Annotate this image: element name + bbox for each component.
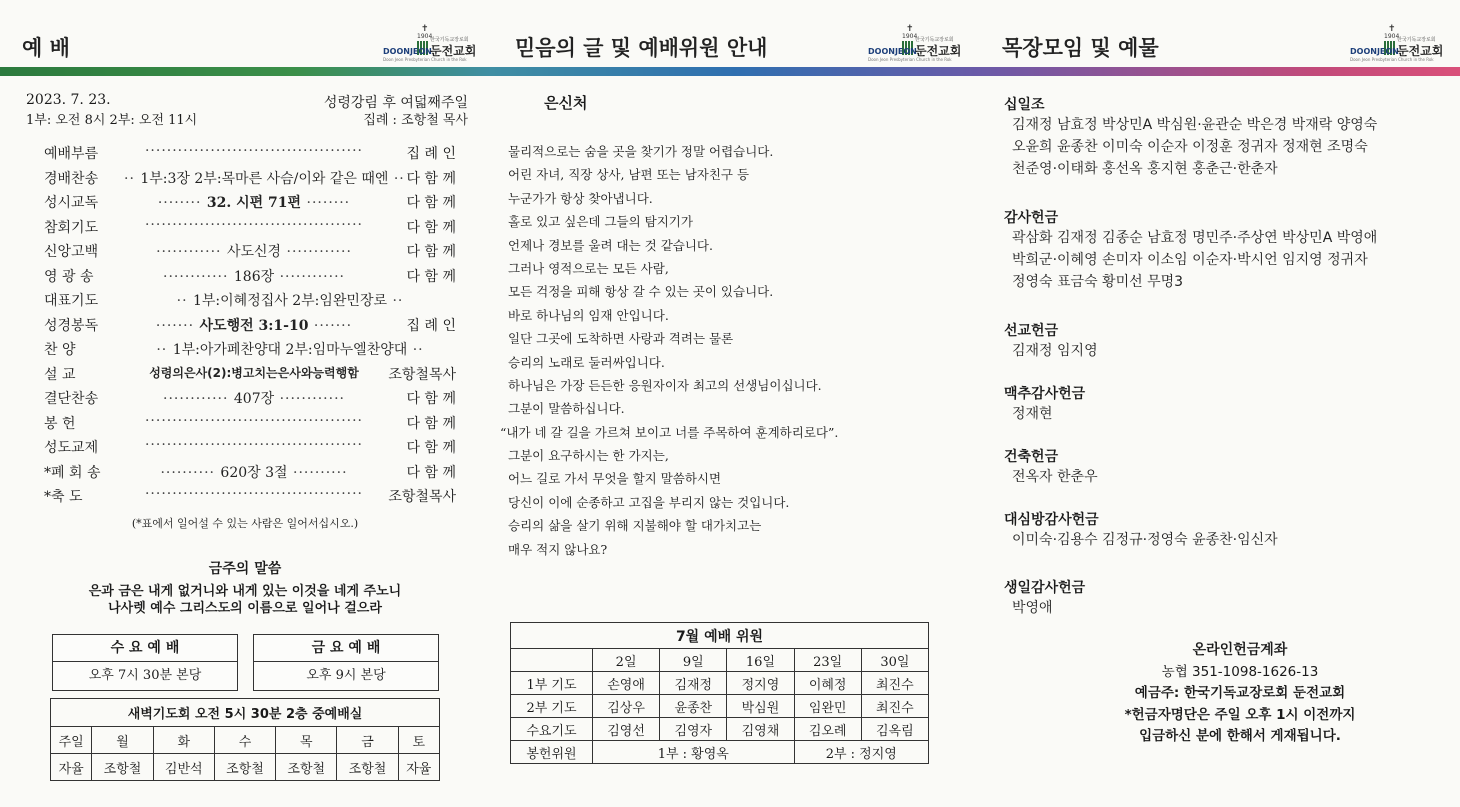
devotional-line: 어린 자녀, 직장 상사, 남편 또는 남자친구 등 bbox=[508, 167, 750, 183]
duty-date: 2일 bbox=[593, 649, 660, 672]
order-detail: ········································ bbox=[144, 412, 363, 429]
order-responsible: 다 함 께 bbox=[406, 195, 456, 211]
devotional-line: 바로 하나님의 임재 안입니다. bbox=[508, 307, 669, 323]
offering-section bbox=[1004, 320, 1444, 362]
dawn-day: 수 bbox=[214, 727, 275, 754]
offering-names: 박희군·이혜영 손미자 이소임 이순자·박시언 임지영 정귀자 bbox=[1012, 252, 1368, 268]
order-row bbox=[44, 290, 456, 315]
order-of-worship bbox=[44, 143, 456, 511]
duty-name: 김오례 bbox=[794, 718, 861, 741]
stand-note: (*표에서 일어설 수 있는 사람은 일어서십시오.) bbox=[131, 517, 359, 530]
order-detail: ·· 1부:아가페찬양대 2부:임마누엘찬양대 ·· bbox=[156, 342, 424, 358]
dawn-leader: 조항철 bbox=[214, 754, 275, 781]
service-times: 1부: 오전 8시 2부: 오전 11시 bbox=[26, 113, 198, 128]
order-responsible: 다 함 께 bbox=[406, 268, 456, 285]
offering-duty-row bbox=[511, 741, 929, 764]
order-row bbox=[44, 413, 456, 438]
duty-date: 16일 bbox=[727, 649, 794, 672]
dawn-leader: 자율 bbox=[51, 754, 92, 781]
order-responsible: 집 례 인 bbox=[406, 317, 456, 334]
dawn-leader: 조항철 bbox=[337, 754, 398, 781]
order-responsible: 다 함 께 bbox=[406, 391, 456, 407]
offering-section bbox=[1004, 94, 1444, 180]
order-responsible: 다 함 께 bbox=[406, 170, 456, 187]
offering-section bbox=[1004, 509, 1444, 551]
offering-header bbox=[980, 24, 1460, 70]
duty-role: 1부 기도 bbox=[511, 672, 593, 695]
duty-name: 김영채 bbox=[727, 718, 794, 741]
offering-names: 김재정 임지영 bbox=[1012, 343, 1098, 359]
devotional-line: 매우 적지 않나요? bbox=[508, 541, 608, 557]
duty-role: 봉헌위원 bbox=[511, 741, 593, 764]
order-label: 설 교 bbox=[44, 366, 76, 383]
duty-name: 손영애 bbox=[593, 672, 660, 695]
order-label: *폐 회 송 bbox=[44, 464, 101, 481]
devotional-line: 일단 그곳에 도착하면 사랑과 격려는 물론 bbox=[508, 331, 734, 347]
service-date: 2023. 7. 23. bbox=[26, 92, 111, 108]
offering-names: 곽삼화 김재정 김종순 남효정 명민주·주상연 박상민A 박영애 bbox=[1012, 230, 1378, 246]
verse-title: 금주의 말씀 bbox=[208, 561, 282, 577]
devotional-line: 그분이 말씀하십니다. bbox=[508, 401, 625, 417]
weekly-verse: 은과 금은 내게 없거니와 내게 있는 이것을 네게 주노니 나사렛 예수 그리스도의 이름으로 일어나 걸으라 bbox=[88, 584, 402, 616]
offering-section bbox=[1004, 577, 1444, 619]
devotional-header bbox=[490, 24, 980, 70]
order-label: 찬 양 bbox=[44, 342, 76, 358]
duty-roster-table bbox=[510, 622, 929, 764]
order-row bbox=[44, 266, 456, 291]
order-label: 신앙고백 bbox=[44, 244, 99, 260]
offering-names: 이미숙·김용수 김정규·정영숙 윤종찬·임신자 bbox=[1012, 532, 1278, 548]
order-label: 영 광 송 bbox=[44, 268, 94, 285]
duty-role: 2부 기도 bbox=[511, 695, 593, 718]
devotional-line: 당신이 이에 순종하고 고집을 부리지 않는 것입니다. bbox=[508, 494, 790, 510]
duty-name: 박심원 bbox=[727, 695, 794, 718]
duty-name: 이혜정 bbox=[794, 672, 861, 695]
duty-name: 김상우 bbox=[593, 695, 660, 718]
offering-heading: 생일감사헌금 bbox=[1004, 580, 1086, 596]
offering-names: 박영애 bbox=[1012, 600, 1053, 616]
order-responsible: 조항철목사 bbox=[388, 366, 456, 383]
order-label: 경배찬송 bbox=[44, 170, 99, 187]
cross-icon: ✝ bbox=[421, 24, 429, 34]
devotional-line: 그분이 요구하시는 한 가지는, bbox=[508, 448, 669, 464]
wednesday-service-box: 수 요 예 배 오후 7시 30분 본당 bbox=[52, 634, 238, 691]
worship-title: 예 배 bbox=[22, 36, 70, 60]
dawn-leader: 조항철 bbox=[276, 754, 337, 781]
devotional-line: 누군가가 항상 찾아냅니다. bbox=[508, 190, 653, 206]
cross-icon: ✝ bbox=[906, 24, 914, 34]
order-detail: ········································ bbox=[144, 486, 363, 502]
offering-duty-1: 1부 : 황영옥 bbox=[593, 741, 795, 764]
order-detail: ············ 186장 ············ bbox=[163, 268, 345, 285]
order-detail: ············ 407장 ············ bbox=[163, 391, 345, 407]
church-logo: ✝ 1904 한국기독교장로회 DOONJEON 둔전교회 Doon Jeon Presbyterian Church in the Rok bbox=[383, 24, 477, 62]
devotional-heading: 은신처 bbox=[544, 94, 588, 112]
duty-name: 최진수 bbox=[861, 672, 928, 695]
devotional-line: 승리의 노래로 둘러싸입니다. bbox=[508, 354, 665, 370]
duty-date: 30일 bbox=[861, 649, 928, 672]
order-row bbox=[44, 168, 456, 193]
duty-role: 수요기도 bbox=[511, 718, 593, 741]
duty-row bbox=[511, 695, 929, 718]
church-logo: ✝ 1904 한국기독교장로회 DOONJEON 둔전교회 Doon Jeon Presbyterian Church in the Rok bbox=[1350, 24, 1444, 62]
order-detail: ········································ bbox=[144, 143, 363, 159]
devotional-line: “내가 네 갈 길을 가르쳐 보이고 너를 주목하여 훈계하리로다”. bbox=[500, 424, 839, 440]
offering-heading: 건축헌금 bbox=[1004, 449, 1059, 465]
order-row bbox=[44, 462, 456, 487]
duty-name: 김재정 bbox=[660, 672, 727, 695]
order-detail: ·· 1부:이혜정집사 2부:임완민장로 ·· bbox=[176, 293, 404, 309]
devotional-line: 언제나 경보를 울려 대는 것 같습니다. bbox=[508, 237, 713, 253]
devotional-line: 승리의 삶을 살기 위해 지불해야 할 대가치고는 bbox=[508, 518, 762, 534]
order-detail: ········································ bbox=[144, 437, 363, 453]
order-detail: ········································ bbox=[144, 216, 363, 233]
duty-name: 임완민 bbox=[794, 695, 861, 718]
offering-names: 오윤희 윤종찬 이미숙 이순자 이정훈 정귀자 정재현 조명숙 bbox=[1012, 139, 1368, 155]
order-label: 예배부름 bbox=[44, 146, 99, 162]
order-responsible: 다 함 께 bbox=[406, 244, 456, 260]
order-label: 성시교독 bbox=[44, 195, 99, 211]
duty-name: 김옥림 bbox=[861, 718, 928, 741]
order-row bbox=[44, 192, 456, 217]
order-detail: ······· 사도행전 3:1-10 ······· bbox=[155, 317, 353, 334]
dawn-leader: 조항철 bbox=[92, 754, 153, 781]
liturgical-season: 성령강림 후 여덟째주일 bbox=[323, 95, 468, 111]
order-row bbox=[44, 437, 456, 462]
offering-section bbox=[1004, 207, 1444, 293]
offering-heading: 선교헌금 bbox=[1004, 323, 1059, 339]
devotional-line: 그러나 영적으로는 모든 사람, bbox=[508, 260, 669, 276]
friday-service-box: 금 요 예 배 오후 9시 본당 bbox=[253, 634, 439, 691]
order-label: 대표기도 bbox=[44, 293, 99, 309]
devotional-line: 어느 길로 가서 무엇을 할지 말씀하시면 bbox=[508, 471, 722, 487]
church-logo: ✝ 1904 한국기독교장로회 DOONJEON 둔전교회 Doon Jeon Presbyterian Church in the Rok bbox=[868, 24, 962, 62]
devotional-line: 물리적으로는 숨을 곳을 찾기가 정말 어렵습니다. bbox=[508, 144, 774, 159]
devotional-line: 홀로 있고 싶은데 그들의 탐지기가 bbox=[508, 214, 693, 230]
dawn-prayer-table: 새벽기도회 오전 5시 30분 2층 중예배실 주일 월 화 수 목 금 토 자율 조항철 김반석 조항철 조항철 조항철 자율 bbox=[50, 698, 440, 781]
order-responsible: 다 함 께 bbox=[406, 219, 456, 236]
order-responsible: 집 례 인 bbox=[406, 146, 456, 162]
order-row bbox=[44, 315, 456, 340]
order-responsible: 다 함 께 bbox=[406, 415, 456, 432]
devotional-line: 하나님은 가장 든든한 응원자이자 최고의 선생님이십니다. bbox=[508, 377, 822, 393]
header-band-pink bbox=[980, 67, 1460, 76]
offering-title: 목장모임 및 예물 bbox=[1002, 36, 1159, 60]
order-responsible: 조항철목사 bbox=[388, 489, 456, 505]
offering-section bbox=[1004, 383, 1444, 425]
order-responsible: 다 함 께 bbox=[406, 464, 456, 481]
duty-title: 7월 예배 위원 bbox=[511, 623, 929, 649]
order-row bbox=[44, 388, 456, 413]
order-detail: ········ 32. 시편 71편 ········ bbox=[157, 195, 351, 211]
offering-heading: 맥추감사헌금 bbox=[1004, 386, 1086, 402]
dawn-day: 금 bbox=[337, 727, 398, 754]
devotional-line: 모든 걱정을 피해 항상 갈 수 있는 곳이 있습니다. bbox=[508, 284, 774, 300]
duty-row bbox=[511, 672, 929, 695]
order-detail: ·········· 620장 3절 ·········· bbox=[160, 464, 348, 481]
order-row bbox=[44, 143, 456, 168]
offering-names: 전옥자 한춘우 bbox=[1012, 469, 1098, 485]
offering-duty-2: 2부 : 정지영 bbox=[794, 741, 928, 764]
duty-name: 윤종찬 bbox=[660, 695, 727, 718]
order-detail: ············ 사도신경 ············ bbox=[156, 244, 352, 260]
offering-heading: 대심방감사헌금 bbox=[1004, 512, 1099, 528]
order-row bbox=[44, 217, 456, 242]
dawn-day: 목 bbox=[276, 727, 337, 754]
dawn-day: 토 bbox=[398, 727, 439, 754]
order-row bbox=[44, 364, 456, 389]
offering-names: 천준영·이태화 홍선옥 홍지현 홍춘근·한춘자 bbox=[1012, 161, 1278, 177]
order-label: 성도교제 bbox=[44, 440, 99, 456]
offering-heading: 감사헌금 bbox=[1004, 210, 1059, 226]
duty-name: 최진수 bbox=[861, 695, 928, 718]
duty-date: 23일 bbox=[794, 649, 861, 672]
order-row bbox=[44, 339, 456, 364]
order-label: *축 도 bbox=[44, 489, 83, 505]
online-account: 온라인헌금계좌 농협 351-1098-1626-13 예금주: 한국기독교장로회 둔전교회 *헌금자명단은 주일 오후 1시 이전까지 입금하신 분에 한해서 게재됩니다. bbox=[1124, 642, 1356, 744]
devotional-text bbox=[500, 142, 968, 563]
dawn-day: 화 bbox=[153, 727, 214, 754]
dawn-leader: 자율 bbox=[398, 754, 439, 781]
order-responsible: 다 함 께 bbox=[406, 440, 456, 456]
order-label: 참회기도 bbox=[44, 219, 99, 236]
offering-heading: 십일조 bbox=[1004, 97, 1045, 113]
duty-name: 김영자 bbox=[660, 718, 727, 741]
presider: 집례 : 조항철 목사 bbox=[363, 113, 468, 128]
order-row bbox=[44, 486, 456, 511]
header-band-blue bbox=[490, 67, 980, 76]
order-detail: ·· 1부:3장 2부:목마른 사슴/이와 같은 때엔 ·· bbox=[124, 170, 405, 187]
dawn-leader: 김반석 bbox=[153, 754, 214, 781]
offering-names: 정영숙 표금숙 황미선 무명3 bbox=[1012, 274, 1184, 290]
worship-header bbox=[0, 24, 490, 70]
order-row bbox=[44, 241, 456, 266]
duty-name: 정지영 bbox=[727, 672, 794, 695]
devotional-title: 믿음의 글 및 예배위원 안내 bbox=[515, 36, 768, 60]
offering-names: 김재정 남효정 박상민A 박심원·윤관순 박은경 박재락 양영숙 bbox=[1012, 117, 1378, 133]
order-label: 성경봉독 bbox=[44, 317, 99, 334]
offering-names: 정재현 bbox=[1012, 406, 1053, 422]
duty-date: 9일 bbox=[660, 649, 727, 672]
duty-row bbox=[511, 718, 929, 741]
order-label: 봉 헌 bbox=[44, 415, 76, 432]
duty-name: 김영선 bbox=[593, 718, 660, 741]
header-band-green bbox=[0, 67, 490, 76]
dawn-day: 월 bbox=[92, 727, 153, 754]
dawn-day: 주일 bbox=[51, 727, 92, 754]
order-detail: 성령의은사(2):병고치는은사와능력행함 bbox=[149, 365, 359, 380]
offering-section bbox=[1004, 446, 1444, 488]
order-label: 결단찬송 bbox=[44, 391, 99, 407]
cross-icon: ✝ bbox=[1388, 24, 1396, 34]
